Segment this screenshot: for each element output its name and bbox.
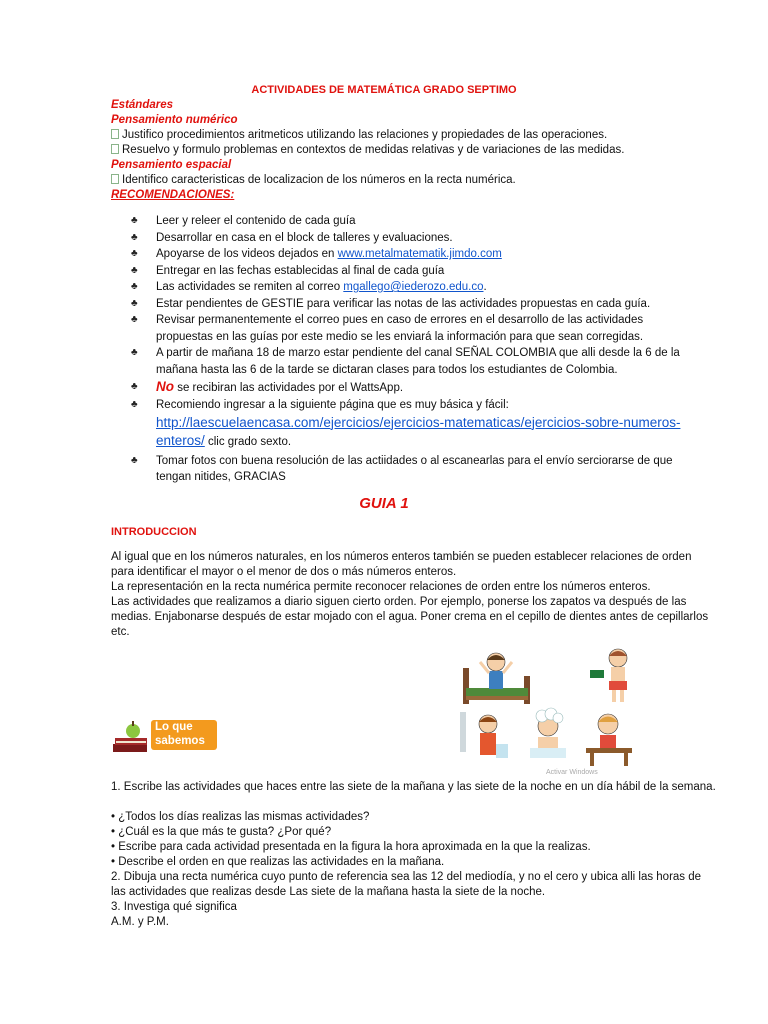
- list-item-text: Apoyarse de los videos dejados en: [156, 248, 338, 260]
- badge-line1: Lo que: [155, 721, 193, 733]
- club-bullet-icon: ♣: [131, 231, 138, 243]
- list-item: [131, 378, 701, 397]
- badge-line2: sabemos: [155, 735, 205, 747]
- club-bullet-icon: ♣: [131, 347, 138, 358]
- list-item: [131, 345, 701, 378]
- list-item-text: Leer y releer el contenido de cada guía: [156, 215, 356, 227]
- list-item-text: Revisar permanentemente el correo pues en caso de errores en el desarrollo de las actividades propuestas en las guías por este medio se les enviará la información para que sean corregidas.: [156, 314, 644, 343]
- boy-after-bath-figure: [590, 649, 627, 702]
- question-1: 1. Escribe las actividades que haces entre las siete de la mañana y las siete de la noche en un día hábil de la semana.: [111, 781, 716, 793]
- list-item-text: Recomiendo ingresar a la siguiente página que es muy básica y fácil:: [156, 399, 509, 411]
- list-item-text: .: [483, 281, 487, 293]
- list-item: [131, 230, 701, 247]
- list-item: [131, 246, 701, 263]
- list-item: [131, 263, 701, 280]
- list-item-text: A partir de mañana 18 de marzo estar pendiente del canal SEÑAL COLOMBIA que alli desde la 6 de la mañana hasta las 6 de la tarde se dictaran clases para todos los estudiantes de Colombia.: [156, 347, 680, 376]
- recommendations-list: [131, 213, 701, 486]
- club-bullet-icon: ♣: [131, 454, 138, 466]
- list-item-text: Desarrollar en casa en el block de talleres y evaluaciones.: [156, 231, 453, 244]
- no-emphasis: No: [156, 379, 174, 394]
- standard-item: [111, 174, 516, 186]
- introduccion-heading: INTRODUCCION: [111, 526, 197, 538]
- checkbox-icon: [111, 129, 119, 139]
- recomendaciones-heading: RECOMENDACIONES:: [111, 189, 235, 201]
- daily-activities-illustration: [458, 648, 658, 778]
- watermark-text: Activar Windows: [546, 769, 598, 776]
- list-item-text: Las actividades se remiten al correo: [156, 281, 344, 293]
- club-bullet-icon: ♣: [131, 314, 138, 325]
- club-bullet-icon: ♣: [131, 264, 138, 276]
- standard-text: Justifico procedimientos aritmeticos utilizando las relaciones y propiedades de las operaciones.: [122, 129, 608, 141]
- standard-text: Resuelvo y formulo problemas en contextos de medidas relativas y de variaciones de las medidas.: [122, 144, 625, 156]
- question-3-detail: A.M. y P.M.: [111, 916, 169, 928]
- question-bullet: • ¿Todos los días realizas las mismas actividades?: [111, 811, 370, 823]
- standard-item: [111, 129, 607, 141]
- question-bullet: • Escribe para cada actividad presentada en la figura la hora aproximada en la que la realizas.: [111, 841, 591, 853]
- club-bullet-icon: ♣: [131, 215, 138, 226]
- list-item: [131, 397, 701, 451]
- checkbox-icon: [111, 144, 119, 154]
- list-item: [131, 279, 701, 296]
- club-bullet-icon: ♣: [131, 381, 138, 392]
- pensamiento-numerico-heading: Pensamiento numérico: [111, 114, 238, 126]
- question-2: 2. Dibuja una recta numérica cuyo punto de referencia sea las 12 del mediodía, y no el cero y ubica alli las horas de las actividades que realizas desde Las siete de la mañana hasta la siete de la noche.: [111, 871, 702, 899]
- question-bullet: • Describe el orden en que realizas las actividades en la mañana.: [111, 856, 445, 868]
- lo-que-sabemos-badge: [111, 718, 221, 760]
- document-title: ACTIVIDADES DE MATEMÁTICA GRADO SEPTIMO: [251, 84, 517, 96]
- list-item: [131, 296, 701, 313]
- intro-paragraph: La representación en la recta numérica permite reconocer relaciones de orden entre los números enteros.: [111, 581, 651, 593]
- club-bullet-icon: ♣: [131, 248, 138, 259]
- badge-label: [155, 720, 205, 748]
- boy-eating-breakfast-figure: [586, 714, 632, 766]
- list-item: [131, 312, 701, 345]
- list-item-text: Tomar fotos con buena resolución de las actiidades o al escanearlas para el envío serciorarse de que tengan nitides, GRACIAS: [156, 454, 673, 483]
- estandares-heading: Estándares: [111, 99, 174, 111]
- guia-heading: GUIA 1: [359, 495, 409, 512]
- email-link[interactable]: mgallego@iederozo.edu.co: [343, 281, 484, 293]
- list-item-text: Estar pendientes de GESTIE para verificar las notas de las actividades propuestas en cada guía.: [156, 297, 651, 310]
- boy-showering-figure: [530, 708, 566, 758]
- boy-brushing-teeth-figure: [460, 712, 508, 758]
- intro-paragraph: Al igual que en los números naturales, en los números enteros también se pueden establecer relaciones de orden para identificar el mayor o el menor de dos o más números enteros.: [111, 551, 692, 578]
- standard-text: Identifico caracteristicas de localizacion de los números en la recta numérica.: [122, 174, 516, 186]
- website-link[interactable]: www.metalmatematik.jimdo.com: [337, 248, 502, 260]
- list-item-text: clic grado sexto.: [204, 436, 292, 448]
- question-bullet: • ¿Cuál es la que más te gusta? ¿Por qué?: [111, 826, 332, 838]
- list-item-text: se recibiran las actividades por el WattsApp.: [174, 382, 404, 394]
- boy-waking-up-figure: [463, 653, 530, 704]
- club-bullet-icon: ♣: [131, 297, 138, 309]
- pensamiento-espacial-heading: Pensamiento espacial: [111, 159, 232, 171]
- list-item: [131, 213, 701, 230]
- intro-paragraph: Las actividades que realizamos a diario siguen cierto orden. Por ejemplo, ponerse los zapatos va después de las medias. Enjabonarse después de estar mojado con el agua. Poner crema en el cepillo de dientes antes de cepillarlos etc.: [111, 596, 709, 638]
- exercises-link[interactable]: http://laescuelaencasa.com/ejercicios/ejercicios-matematicas/ejercicios-sobre-numeros-enteros/: [156, 414, 681, 448]
- club-bullet-icon: ♣: [131, 399, 138, 410]
- question-3: 3. Investiga qué significa: [111, 901, 237, 913]
- list-item-text: Entregar en las fechas establecidas al final de cada guía: [156, 264, 445, 277]
- list-item: [131, 453, 701, 486]
- standard-item: [111, 144, 624, 156]
- club-bullet-icon: ♣: [131, 281, 138, 292]
- checkbox-icon: [111, 174, 119, 184]
